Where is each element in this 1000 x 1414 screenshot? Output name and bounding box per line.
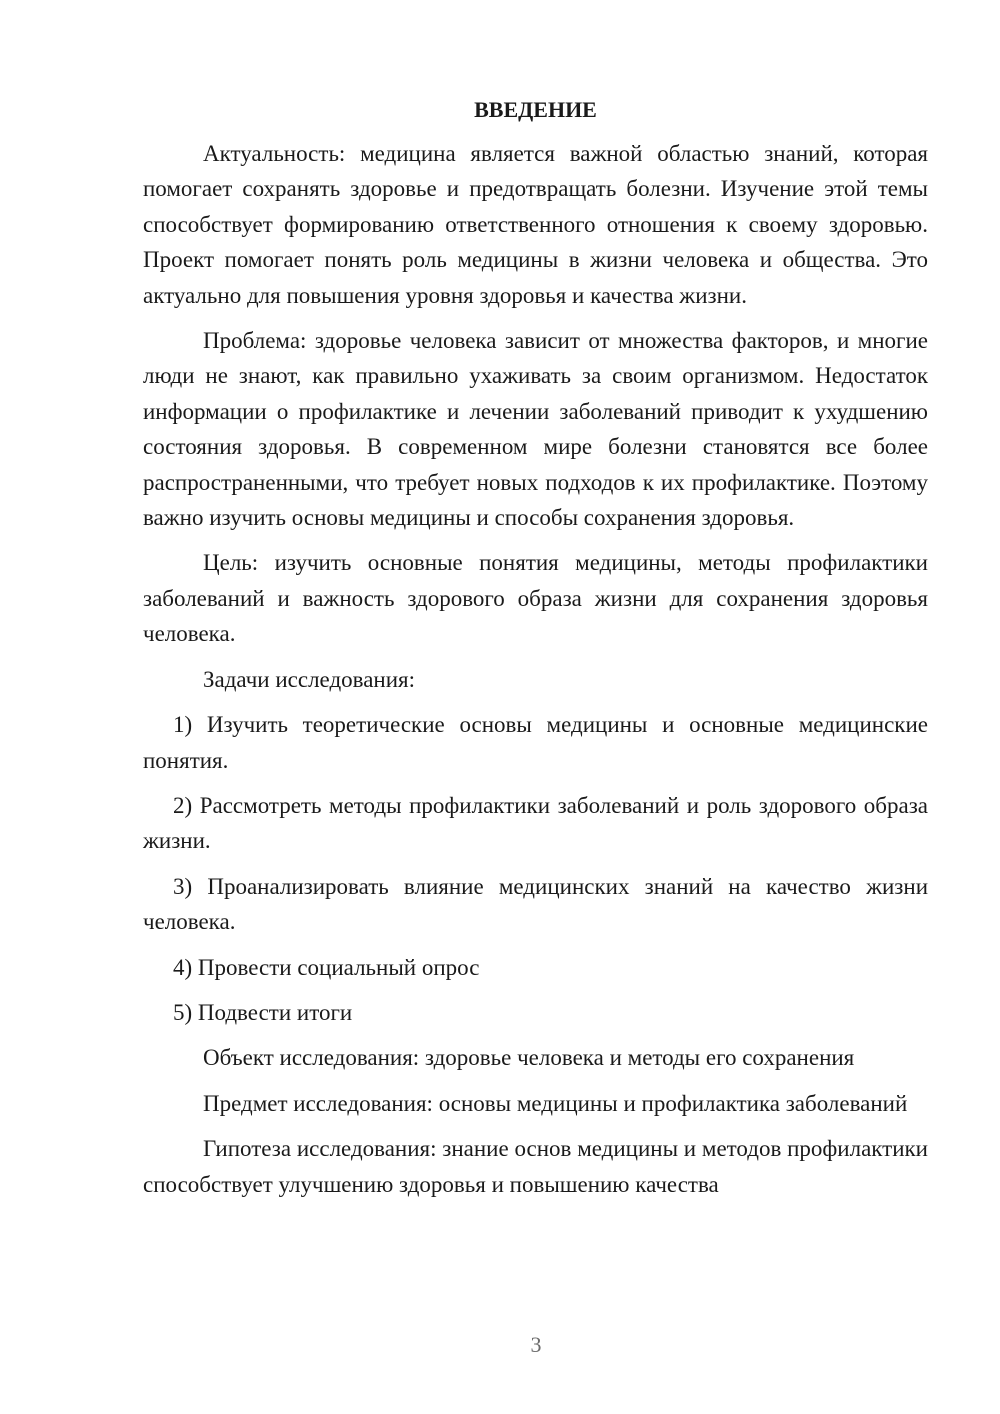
subject-paragraph: Предмет исследования: основы медицины и профилактика заболеваний bbox=[203, 1090, 908, 1116]
task-item-1: 1) Изучить теоретические основы медицины и основные медицинские понятия. bbox=[143, 712, 928, 773]
task-item-2: 2) Рассмотреть методы профилактики заболеваний и роль здорового образа жизни. bbox=[143, 792, 928, 854]
task-item-3: 3) Проанализировать влияние медицинских знаний на качество жизни человека. bbox=[143, 873, 928, 935]
goal-paragraph: Цель: изучить основные понятия медицины, методы профилактики заболеваний и важность здорового образа жизни для сохранения здоровья человека. bbox=[143, 550, 928, 647]
task-item-5: 5) Подвести итоги bbox=[173, 999, 353, 1025]
task-item-4: 4) Провести социальный опрос bbox=[173, 954, 480, 980]
hypothesis-paragraph: Гипотеза исследования: знание основ медицины и методов профилактики способствует улучшению здоровья и повышению качества bbox=[143, 1136, 928, 1197]
tasks-heading: Задачи исследования: bbox=[203, 666, 416, 692]
page-number: 3 bbox=[530, 1332, 542, 1357]
section-title: ВВЕДЕНИЕ bbox=[474, 97, 597, 122]
page-content bbox=[143, 92, 928, 1202]
object-paragraph: Объект исследования: здоровье человека и методы его сохранения bbox=[203, 1045, 855, 1071]
problem-paragraph: Проблема: здоровье человека зависит от множества факторов, и многие люди не знают, как правильно ухаживать за своим организмом. Недостаток информации о профилактике и лечении заболеваний приводит к ухудшению состояния здоровья. В современном мире болезни становятся все более распространенными, что требует новых подходов к их профилактике. Поэтому важно изучить основы медицины и способы сохранения здоровья. bbox=[143, 328, 928, 531]
relevance-paragraph: Актуальность: медицина является важной областью знаний, которая помогает сохранять здоровье и предотвращать болезни. Изучение этой темы способствует формированию ответственного отношения к своему здоровью. Проект помогает понять роль медицины в жизни человека и общества. Это актуально для повышения уровня здоровья и качества жизни. bbox=[143, 141, 928, 308]
